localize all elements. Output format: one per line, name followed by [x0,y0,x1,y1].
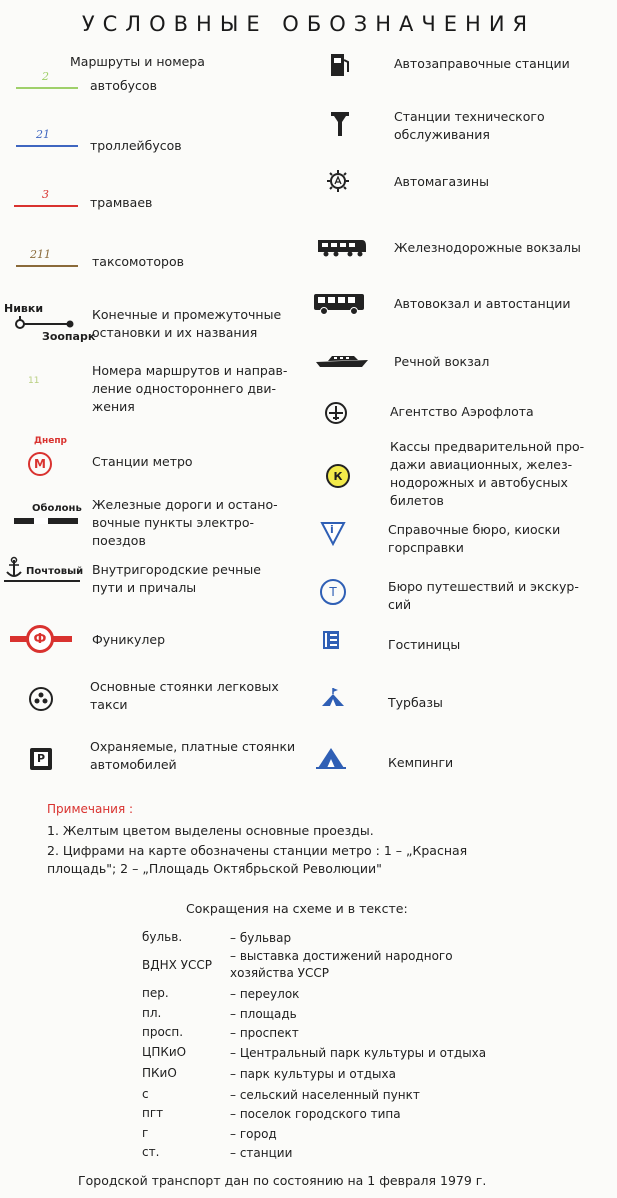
parking-label: Охраняемые, платные стоянки автомобилей [90,739,296,772]
hotel-label: Гостиницы [388,637,461,652]
bus-label: Автовокзал и автостанции [394,296,571,311]
route-label: автобусов [90,78,157,93]
pier-name: Почтовый [26,566,84,577]
camping-label: Кемпинги [388,755,454,770]
fuel-pump-icon [328,52,350,78]
funicular-icon: Ф [26,625,54,653]
funicular-label: Фуникулер [92,632,166,647]
taxi-label: Основные стоянки легковых такси [90,679,279,712]
footer-note: Городской транспорт дан по состоянию на 1 февраля 1979 г. [78,1173,487,1188]
river-label: Внутригородские речные пути и причалы [92,562,261,595]
parking-icon [30,748,52,770]
auto-shop-icon [326,169,350,193]
tourist-base-icon [320,686,346,712]
abbr-key: пл. [142,1006,162,1020]
abbr-key: ПКиО [142,1066,177,1080]
hotel-icon [322,630,342,652]
oneway-label: Номера маршрутов и направ- ление одностороннего дви- жения [92,363,288,414]
route-number: 211 [30,248,51,261]
rail-stop-name: Оболонь [32,503,82,514]
anchor-icon [4,556,24,580]
abbr-value: – переулок [230,987,300,1001]
fuel-label: Автозаправочные станции [394,56,570,71]
info-label: Справочные бюро, киоски горсправки [388,522,561,555]
bus-route-line [16,87,78,89]
parking-letter: P [34,752,48,766]
travel-bureau-icon: Т [320,579,346,605]
abbr-key: просп. [142,1025,184,1039]
oneway-route-number: 11 [28,376,40,386]
tram-route-line [14,205,78,207]
abbr-key: пер. [142,986,169,1000]
stop-name: Зоопарк [42,330,96,343]
abbr-key: ст. [142,1145,160,1159]
aeroflot-label: Агентство Аэрофлота [390,404,534,419]
route-number: 21 [36,128,50,141]
abbr-value: – поселок городского типа [230,1107,401,1121]
rail-label: Железные дороги и остано- вочные пункты электро- поездов [92,497,278,548]
trolleybus-route-line [16,145,78,147]
abbr-value: – парк культуры и отдыха [230,1067,396,1081]
bus-icon [312,292,368,316]
travel-bureau-label: Бюро путешествий и экскур- сий [388,579,579,612]
abbr-value: – выставка достижений народного хозяйства УССР [230,949,453,980]
notes-header: Примечания : [47,802,134,816]
abbr-value: – сельский населенный пункт [230,1088,420,1102]
aeroflot-icon [324,401,348,425]
info-letter: i [330,523,334,536]
stops-label: Конечные и промежуточные остановки и их названия [92,307,282,340]
route-number: 2 [42,70,49,83]
routes-header: Маршруты и номера [70,54,205,69]
metro-station-name: Днепр [34,436,67,446]
abbr-key: с [142,1087,149,1101]
service-station-icon [330,110,350,138]
metro-label: Станции метро [92,454,193,469]
abbr-value: – станции [230,1146,293,1160]
ship-label: Речной вокзал [394,354,490,369]
abbr-key: г [142,1126,149,1140]
abbr-value: – площадь [230,1007,297,1021]
route-label: трамваев [90,195,153,210]
taxi-route-line [16,265,78,267]
note-item: 2. Цифрами на карте обозначены станции метро : 1 – „Красная площадь"; 2 – „Площадь Октябрьской Революции" [47,843,468,876]
route-number: 3 [42,188,49,201]
tourist-base-label: Турбазы [388,695,443,710]
abbr-key: бульв. [142,930,183,944]
legend-title: УСЛОВНЫЕ ОБОЗНАЧЕНИЯ [81,12,536,36]
note-item: 1. Желтым цветом выделены основные проезды. [47,823,374,838]
abbr-header: Сокращения на схеме и в тексте: [186,901,408,916]
terminal-stop-name: Нивки [4,302,44,315]
train-icon [316,236,368,258]
abbr-key: ЦПКиО [142,1045,187,1059]
metro-icon: М [28,452,52,476]
route-label: таксомоторов [92,254,184,269]
abbr-value: – проспект [230,1026,299,1040]
camping-icon [316,744,346,770]
abbr-value: – Центральный парк культуры и отдыха [230,1046,487,1060]
train-label: Железнодорожные вокзалы [394,240,581,255]
abbr-value: – город [230,1127,277,1141]
route-label: троллейбусов [90,138,182,153]
ticket-office-label: Кассы предварительной про- дажи авиационных, желез- нодорожных и автобусных билетов [390,439,585,508]
abbr-key: пгт [142,1106,164,1120]
auto-shop-label: Автомагазины [394,174,489,189]
abbr-value: – бульвар [230,931,292,945]
ship-icon [314,352,370,370]
service-label: Станции технического обслуживания [394,109,545,142]
railway-icon [14,515,78,527]
river-line [4,580,80,582]
ticket-office-icon: К [326,464,350,488]
abbr-key: ВДНХ УССР [142,958,212,972]
taxi-stand-icon [28,686,54,712]
